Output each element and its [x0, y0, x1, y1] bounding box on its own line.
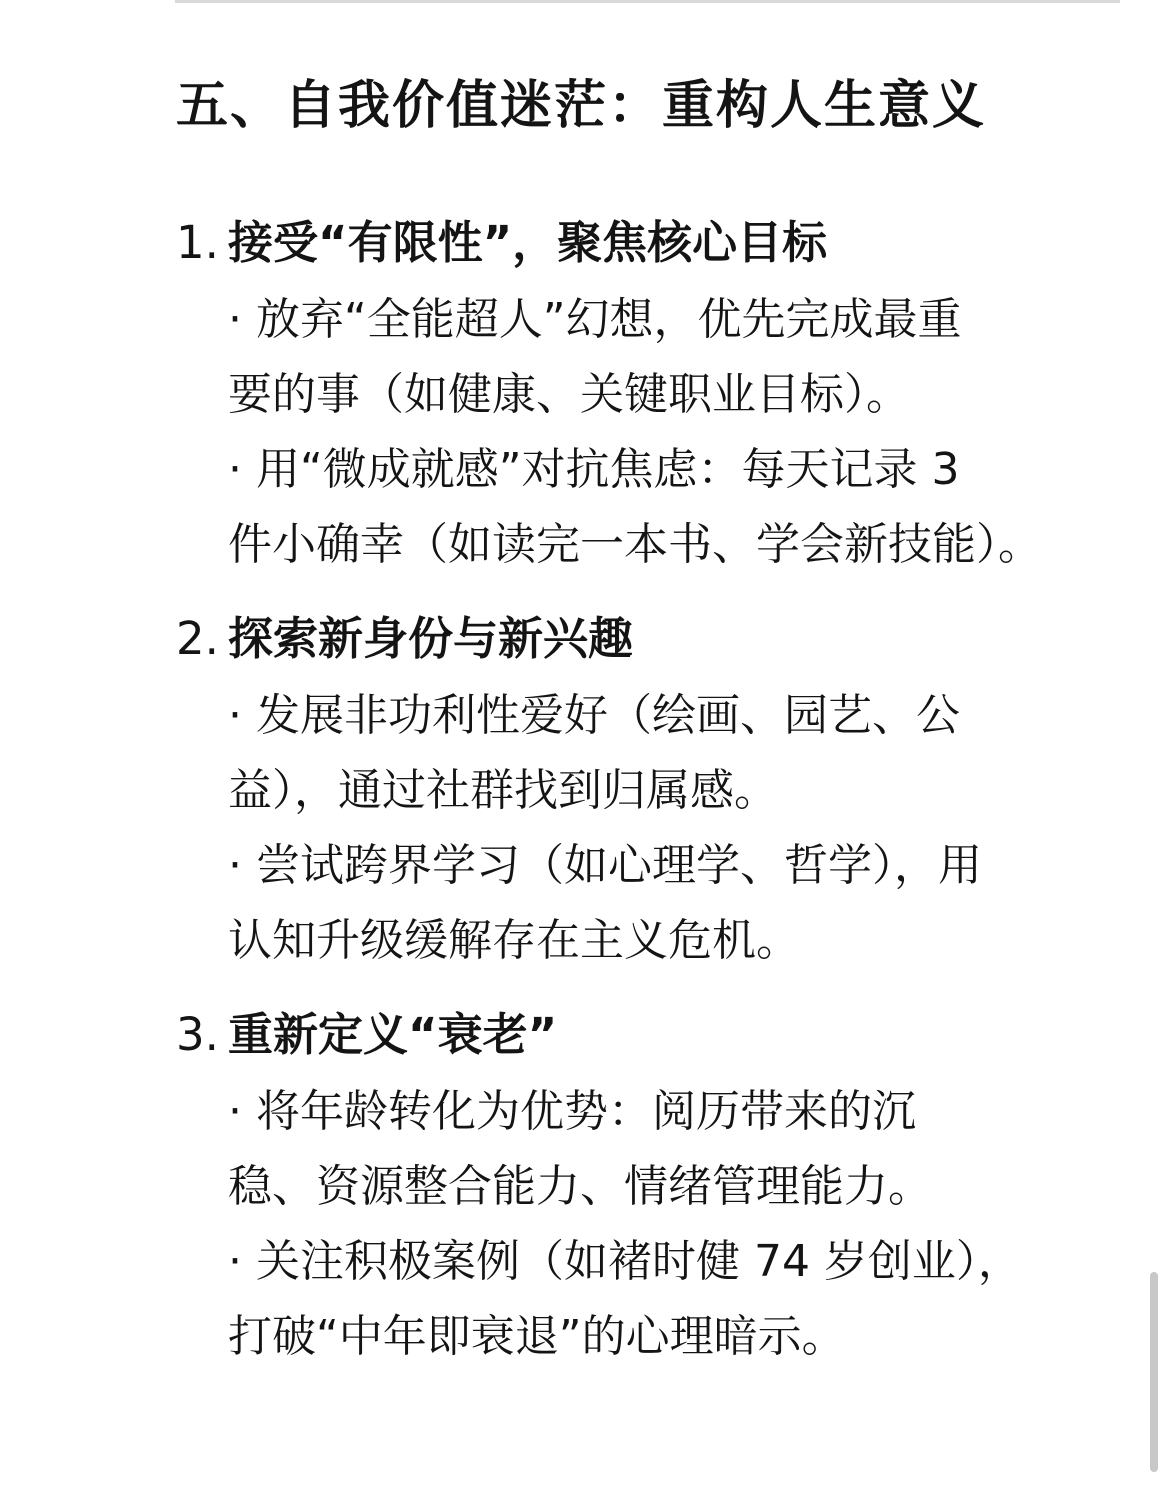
bullet-line: 打破“中年即衰退”的心理暗示。 — [228, 1311, 846, 1362]
bullet-point — [228, 432, 1128, 582]
bullet-line: 认知升级缓解存在主义危机。 — [228, 915, 800, 966]
list-item — [176, 1006, 1136, 1374]
section-title: 五、自我价值迷茫：重构人生意义 — [176, 76, 987, 136]
bullet-line: · 发展非功利性爱好（绘画、园艺、公 — [228, 690, 960, 741]
list-item — [176, 214, 1136, 582]
bullet-point — [228, 282, 1128, 432]
article-content — [176, 72, 1136, 1374]
item-heading — [176, 214, 1136, 272]
bullet-list — [176, 1074, 1136, 1374]
bullet-line: · 尝试跨界学习（如心理学、哲学），用 — [228, 840, 982, 891]
bullet-line: · 将年龄转化为优势：阅历带来的沉 — [228, 1086, 916, 1137]
list-item — [176, 610, 1136, 978]
item-number: 3. — [176, 1008, 219, 1061]
bullet-point — [228, 1074, 1128, 1224]
bullet-line: · 用“微成就感”对抗焦虑：每天记录 3 — [228, 444, 960, 495]
bullet-line: · 关注积极案例（如褚时健 74 岁创业）， — [228, 1236, 1022, 1287]
bullet-line: 要的事（如健康、关键职业目标）。 — [228, 369, 910, 420]
top-divider — [175, 0, 1120, 3]
bullet-point — [228, 1224, 1128, 1374]
scrollbar-thumb[interactable] — [1150, 1272, 1158, 1472]
item-heading — [176, 610, 1136, 668]
bullet-line: 件小确幸（如读完一本书、学会新技能）。 — [228, 519, 1042, 570]
item-heading — [176, 1006, 1136, 1064]
item-number: 2. — [176, 612, 219, 665]
bullet-point — [228, 678, 1128, 828]
bullet-list — [176, 678, 1136, 978]
item-title: 重新定义“衰老” — [228, 1008, 558, 1061]
bullet-point — [228, 828, 1128, 978]
bullet-line: 益），通过社群找到归属感。 — [228, 765, 778, 816]
item-number: 1. — [176, 216, 219, 269]
bullet-line: 稳、资源整合能力、情绪管理能力。 — [228, 1161, 932, 1212]
bullet-line: · 放弃“全能超人”幻想，优先完成最重 — [228, 294, 962, 345]
bullet-list — [176, 282, 1136, 582]
item-title: 探索新身份与新兴趣 — [228, 612, 634, 665]
item-title: 接受“有限性”，聚焦核心目标 — [228, 216, 828, 269]
